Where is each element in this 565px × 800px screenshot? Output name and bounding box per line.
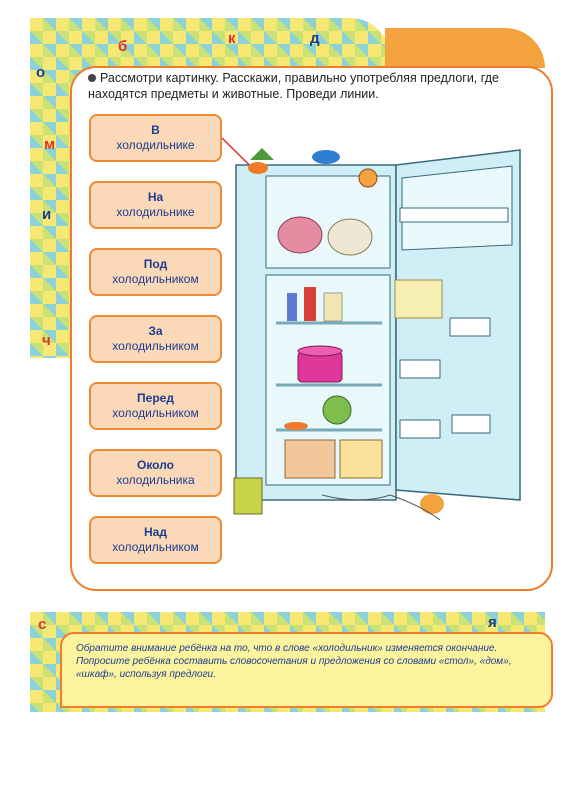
preposition-word: На <box>147 190 164 204</box>
instruction-label: Рассмотри картинку. Расскажи, правильно употребляя предлоги, где находятся предметы и животные. Проведи линии. <box>88 71 499 101</box>
cabbage <box>323 396 351 424</box>
ketchup-bottle <box>304 287 316 321</box>
decorative-letter: м <box>44 136 56 153</box>
butter-compartment <box>395 280 442 318</box>
noun-word: холодильником <box>112 540 199 554</box>
decorative-letter: к <box>228 30 236 47</box>
decorative-letter: о <box>36 64 46 81</box>
door-shelf <box>450 318 490 336</box>
potato-drawer <box>285 440 335 478</box>
decorative-letter: д <box>310 30 320 47</box>
noun-word: холодильнике <box>116 205 195 219</box>
noun-word: холодильнике <box>116 138 195 152</box>
door-shelf <box>400 360 440 378</box>
kitten <box>420 494 444 514</box>
preposition-word: В <box>151 123 160 137</box>
shopping-bag <box>234 478 262 514</box>
preposition-word: Около <box>136 458 174 472</box>
decorative-letter: я <box>488 614 497 631</box>
carrots-on-top <box>248 162 268 174</box>
dumplings-package <box>328 219 372 255</box>
parent-note <box>60 632 553 708</box>
preposition-word: Под <box>143 257 168 271</box>
preposition-word: Перед <box>137 391 174 405</box>
decorative-letter: и <box>42 206 52 223</box>
decorative-letter: с <box>38 616 47 633</box>
preposition-word: За <box>148 324 163 338</box>
preposition-word: Над <box>144 525 167 539</box>
noun-word: холодильником <box>112 272 199 286</box>
decorative-letter: ч <box>42 332 51 349</box>
bird <box>312 150 340 164</box>
noun-word: холодильником <box>112 339 199 353</box>
fruit-drawer <box>340 440 382 478</box>
door-shelf <box>452 415 490 433</box>
noun-word: холодильника <box>116 473 195 487</box>
door-shelf <box>400 208 508 222</box>
door-shelf <box>400 420 440 438</box>
carrot <box>284 422 308 430</box>
pot-lid <box>298 346 342 356</box>
clock <box>359 169 377 187</box>
milk-bag <box>324 293 342 321</box>
carrot-leaves <box>250 148 274 160</box>
decorative-letter: б <box>118 38 128 55</box>
bottle <box>287 293 297 321</box>
meat-package <box>278 217 322 253</box>
noun-word: холодильником <box>112 406 199 420</box>
note-text: Обратите внимание ребёнка на то, что в слове «холодильник» изменяется окончание. Попросите ребёнка составить словосочетания и предложения со словами «стол», «дом», «шкаф», используя предлоги. <box>76 643 512 680</box>
